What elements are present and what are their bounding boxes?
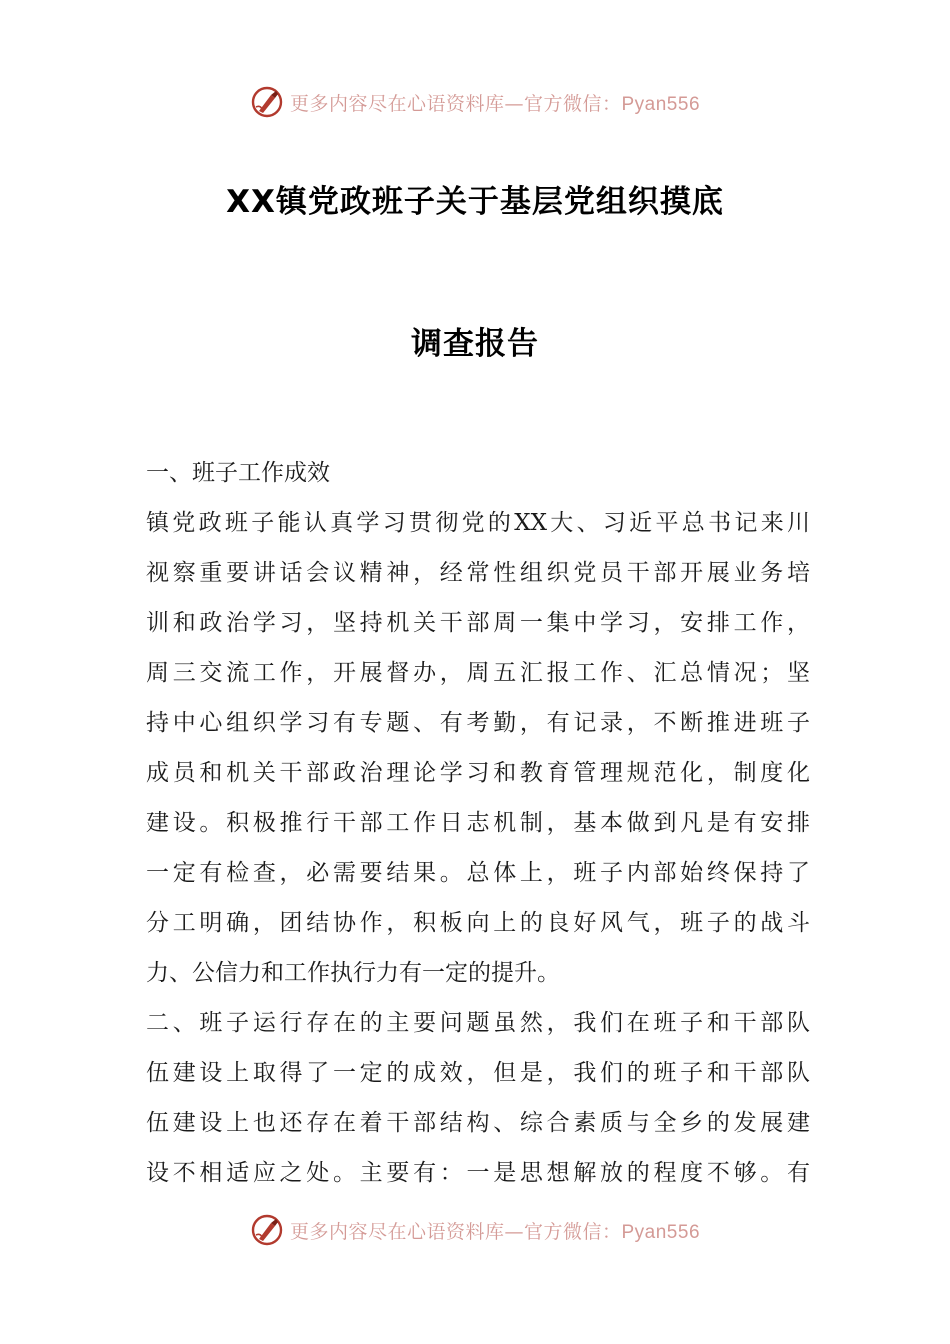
watermark-banner-top (0, 82, 950, 122)
pen-nib-logo-icon (250, 1213, 284, 1247)
document-body (146, 448, 810, 1198)
body-line: 持中心组织学习有专题、有考勤，有记录，不断推进班子 (146, 710, 810, 736)
body-line: 一定有检查，必需要结果。总体上，班子内部始终保持了 (146, 860, 810, 886)
body-line: 伍建设上取得了一定的成效，但是，我们的班子和干部队 (146, 1060, 810, 1086)
body-line: 力、公信力和工作执行力有一定的提升。 (146, 960, 560, 986)
body-line: 伍建设上也还存在着干部结构、综合素质与全乡的发展建 (146, 1110, 810, 1136)
body-line: 建设。积极推行干部工作日志机制，基本做到凡是有安排 (146, 810, 810, 836)
body-line: 训和政治学习，坚持机关干部周一集中学习，安排工作， (146, 610, 810, 636)
body-line: 视察重要讲话会议精神，经常性组织党员干部开展业务培 (146, 560, 810, 586)
document-title-line-2: 调查报告 (411, 326, 539, 362)
document-title-line-1: XX镇党政班子关于基层党组织摸底 (226, 184, 724, 220)
pen-nib-logo-icon (250, 85, 284, 119)
body-line: 分工明确，团结协作，积板向上的良好风气，班子的战斗 (146, 910, 810, 936)
body-line: 镇党政班子能认真学习贯彻党的XX大、习近平总书记来川 (146, 510, 810, 536)
watermark-text: 更多内容尽在心语资料库—官方微信：Pyan556 (289, 1220, 701, 1243)
body-line: 成员和机关干部政治理论学习和教育管理规范化，制度化 (146, 760, 810, 786)
watermark-text: 更多内容尽在心语资料库—官方微信：Pyan556 (289, 92, 701, 115)
watermark-banner-bottom (0, 1210, 950, 1250)
body-line: 周三交流工作，开展督办，周五汇报工作、汇总情况；坚 (146, 660, 810, 686)
body-line: 设不相适应之处。主要有：一是思想解放的程度不够。有 (146, 1160, 810, 1186)
section-heading: 一、班子工作成效 (146, 460, 330, 486)
body-line: 二、班子运行存在的主要问题虽然，我们在班子和干部队 (146, 1010, 810, 1036)
